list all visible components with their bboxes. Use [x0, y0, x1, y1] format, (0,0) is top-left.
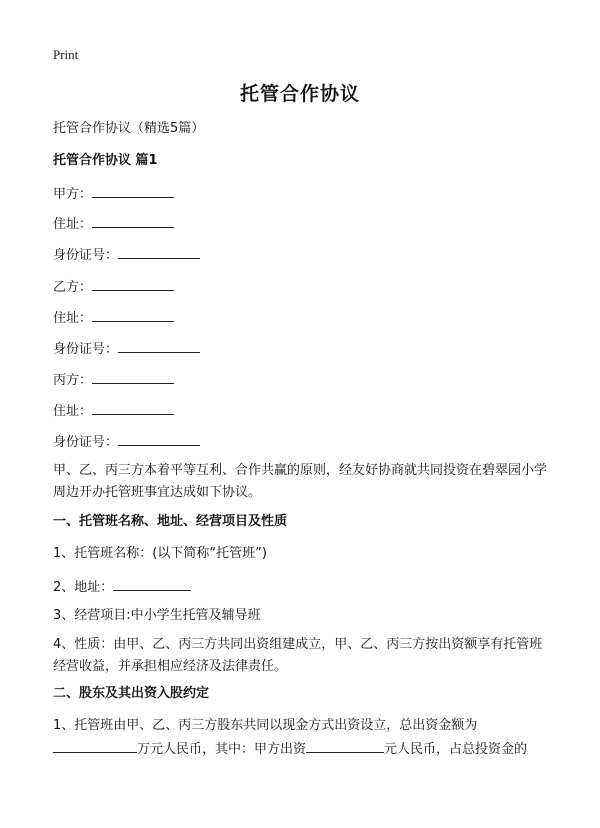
document-subtitle: 托管合作协议（精选5篇） [53, 121, 205, 136]
heading-section-2: 二、股东及其出资入股约定 [53, 686, 210, 701]
field-label: 身份证号： [53, 248, 119, 263]
field-label: 甲方： [53, 187, 93, 202]
clause-1-part-b: 元人民币，占总投资金的 [384, 742, 528, 757]
field-id-a [53, 245, 200, 264]
section-title: 托管合作协议 篇1 [53, 153, 158, 168]
intro-paragraph: 甲、乙、丙三方本着平等互利、合作共赢的原则，经友好协商就共同投资在碧翠园小学周边开办托管班事宜达成如下协议。 [53, 463, 548, 500]
field-label: 住址： [53, 217, 93, 232]
field-label: 住址： [53, 311, 93, 326]
item-3: 3、经营项目:中小学生托管及辅导班 [53, 608, 261, 623]
blank-line [53, 739, 137, 753]
field-id-b [53, 339, 200, 358]
field-label: 住址： [53, 404, 93, 419]
blank-line [92, 370, 174, 384]
clause-1-line-2 [53, 739, 527, 758]
clause-1-line-1: 1、托管班由甲、乙、丙三方股东共同以现金方式出资设立，总出资金额为 [53, 718, 478, 733]
blank-line [306, 739, 384, 753]
field-address-c [53, 401, 174, 420]
blank-line [92, 401, 174, 415]
field-address-a [53, 214, 174, 233]
blank-line [113, 577, 191, 591]
item-2-label: 2、地址： [53, 580, 114, 595]
field-id-c [53, 432, 200, 451]
field-label: 丙方： [53, 373, 93, 388]
field-party-c [53, 370, 174, 389]
heading-section-1: 一、托管班名称、地址、经营项目及性质 [53, 514, 288, 529]
field-label: 身份证号： [53, 342, 119, 357]
field-label: 乙方： [53, 280, 93, 295]
clause-1-part-a: 万元人民币，其中：甲方出资 [137, 742, 307, 757]
field-party-a [53, 184, 174, 203]
field-address-b [53, 308, 174, 327]
item-4: 4、性质：由甲、乙、丙三方共同出资组建成立，甲、乙、丙三方按出资额享有托管班经营收益，并承担相应经济及法律责任。 [53, 637, 543, 674]
field-label: 身份证号： [53, 435, 119, 450]
item-2 [53, 577, 191, 596]
document-title: 托管合作协议 [239, 83, 360, 105]
blank-line [118, 245, 200, 259]
blank-line [92, 277, 174, 291]
blank-line [92, 214, 174, 228]
item-1: 1、托管班名称：(以下简称“托管班”) [53, 546, 267, 561]
print-link[interactable]: Print [53, 47, 79, 62]
blank-line [92, 308, 174, 322]
field-party-b [53, 277, 174, 296]
blank-line [92, 184, 174, 198]
blank-line [118, 339, 200, 353]
blank-line [118, 432, 200, 446]
